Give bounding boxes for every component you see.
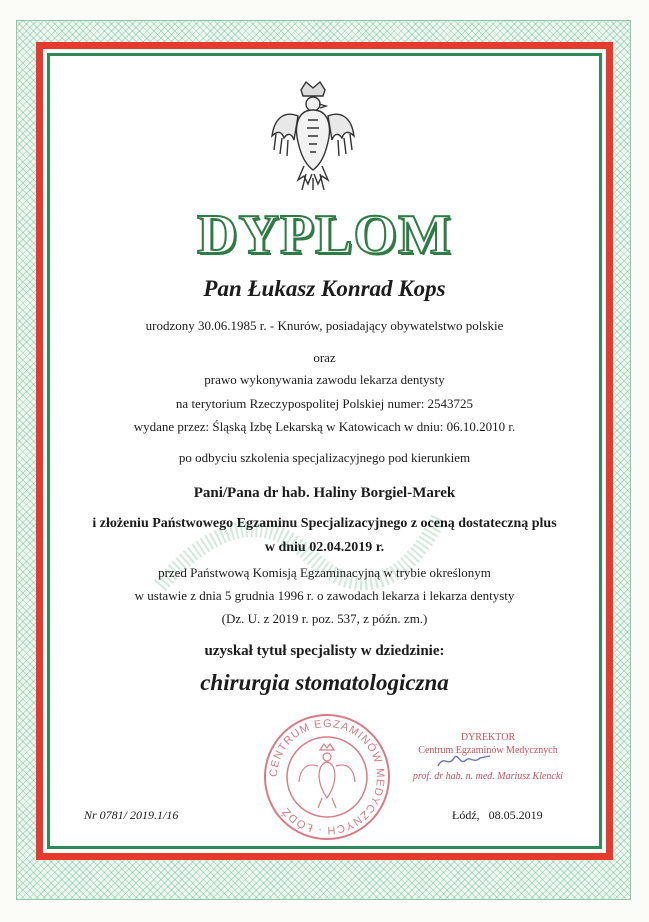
- specialty-name: chirurgia stomatologiczna: [200, 670, 449, 695]
- diploma-number: Nr 0781/ 2019.1/16: [84, 808, 179, 822]
- conjunction-text: oraz: [313, 350, 336, 365]
- recipient-name: Pan Łukasz Konrad Kops: [203, 276, 446, 301]
- license-number: na terytorium Rzeczypospolitej Polskiej numer: 2543725: [175, 396, 474, 411]
- issued-by: wydane przez: Śląską Izbę Lekarską w Katowicach w dniu: 06.10.2010 r.: [133, 419, 516, 434]
- training-text: po odbyciu szkolenia specjalizacyjnego pod kierunkiem: [178, 450, 471, 465]
- exam-date: w dniu 02.04.2019 r.: [264, 540, 385, 555]
- director-title: DYREKTOR: [460, 732, 516, 743]
- law-text: w ustawie z dnia 5 grudnia 1996 r. o zawodach lekarza i lekarza dentysty: [134, 588, 515, 603]
- round-stamp-icon: [262, 712, 392, 842]
- obtained-title-text: uzyskał tytuł specjalisty w dziedzinie:: [204, 643, 445, 659]
- birth-info: urodzony 30.06.1985 r. - Knurów, posiadający obywatelstwo polskie: [145, 318, 504, 333]
- document-title: DYPLOM: [197, 204, 452, 266]
- place-and-date: Łódź, 08.05.2019: [452, 808, 543, 822]
- seal-text: CENTRUM EGZAMINÓW MEDYCZNYCH · ŁÓDŹ: [267, 717, 387, 837]
- director-organization: Centrum Egzaminów Medycznych: [418, 745, 558, 756]
- director-name: prof. dr hab. n. med. Mariusz Klencki: [412, 771, 564, 782]
- svg-text:CENTRUM EGZAMINÓW MEDYCZNYCH ·: [268, 718, 386, 836]
- supervisor-name: Pani/Pana dr hab. Haliny Borgiel-Marek: [193, 485, 456, 501]
- right-to-practice: prawo wykonywania zawodu lekarza dentysty: [204, 372, 445, 387]
- commission-text: przed Państwową Komisją Egzaminacyjną w trybie określonym: [158, 565, 491, 580]
- exam-result: i złożeniu Państwowego Egzaminu Specjalizacyjnego z oceną dostateczną plus: [92, 516, 557, 531]
- polish-eagle-icon: [268, 80, 358, 192]
- signature-icon: [430, 748, 520, 772]
- journal-reference: (Dz. U. z 2019 r. poz. 537, z późn. zm.): [221, 611, 428, 626]
